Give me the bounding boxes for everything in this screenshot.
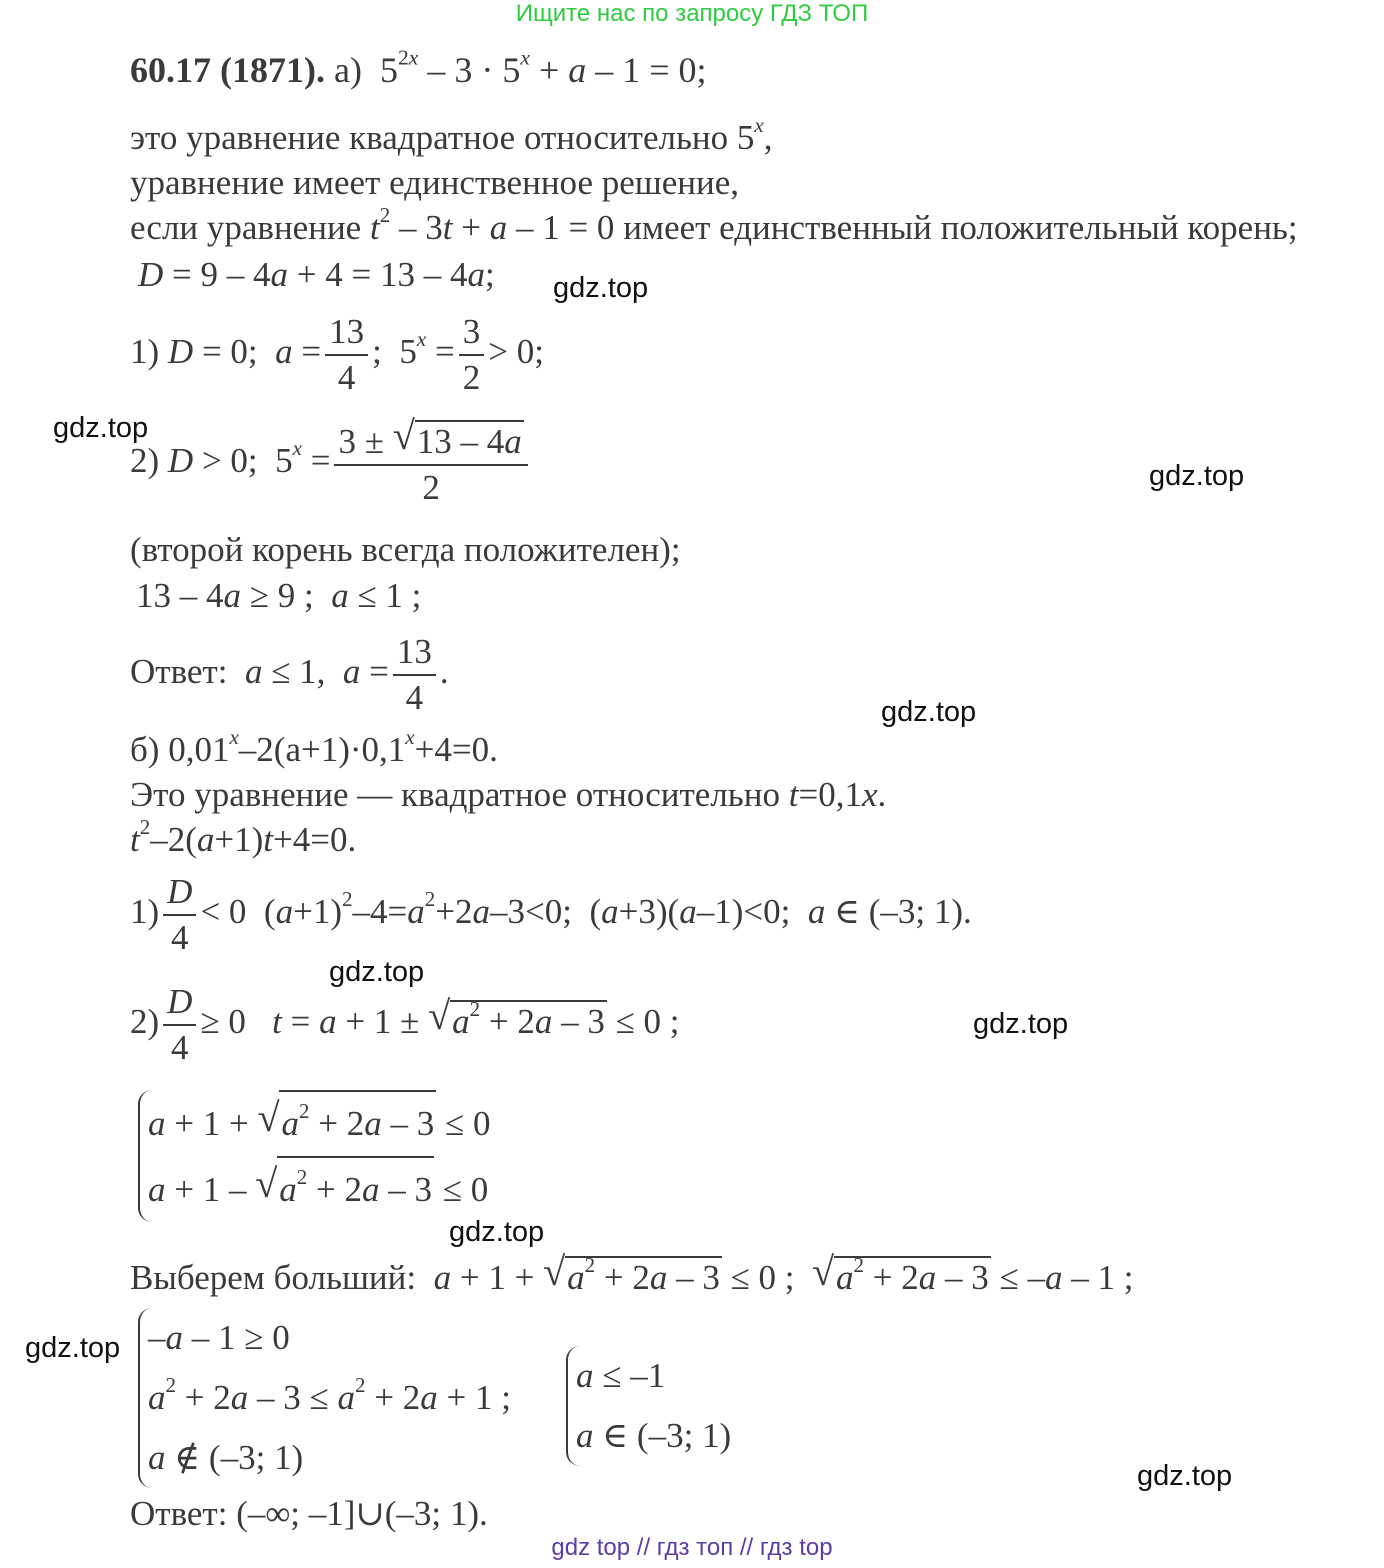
top-banner[interactable]: Ищите нас по запросу ГДЗ ТОП [515,0,869,27]
part-b-quadratic: $t^2-2(a+1)t+4=0$. [130,815,357,859]
answer-a: Ответ: a ≤ 1, a = $\frac{13}{4}$ . [130,632,449,717]
text-line-2: уравнение имеет единственное решение, [130,163,740,202]
watermark: gdz.top [25,1332,121,1364]
bottom-banner[interactable]: gdz top // гдз топ // гдз top [551,1534,833,1561]
system-1: a + 1 + √ $a^2 + 2a - 3 \le 0$ a + 1 – √ $a^2 + 2a - 3 \le 0$ [138,1090,490,1222]
text-line-1: это уравнение квадратное относительно 5$^x$, [130,113,773,157]
part-b-case-2: 2) $\frac{D}{4}$ ≥ 0 t = a + 1 ± √ $a^2 + 2a - 3 \le 0$ ; [130,982,680,1068]
part-a-label: а) [333,50,362,90]
case-2: 2) D > 0; $5^x$ = $\frac{3 \pm √ 13 - 4a}{2}$ [130,420,532,508]
watermark: gdz.top [329,956,425,988]
watermark: gdz.top [53,412,149,444]
watermark: gdz.top [449,1216,545,1248]
watermark: gdz.top [881,696,977,728]
watermark: gdz.top [973,1008,1069,1040]
system-2: –a – 1 ≥ 0 $a^2 + 2a - 3 \le a^2 + 2a + 1$ ; a ∉ (–3; 1) [138,1308,511,1488]
case-1: 1) D = 0; a = $\frac{13}{4}$ ; $5^x$ = $\frac{3}{2}$ > 0; [130,312,544,397]
part-b-text: Это уравнение — квадратное относительно t=0,1x. [130,775,887,814]
text-line-3: если уравнение $t^2 - 3t + a - 1 = 0$ имеет единственный положительный корень; [130,203,1298,247]
part-b-case-1: 1) $\frac{D}{4}$ < 0 $(a+1)^2-4=a^2+2a-3<0$; (a+3)(a–1)<0; a ∈ (–3; 1). [130,872,972,957]
second-root-note: (второй корень всегда положителен); [130,530,681,569]
watermark: gdz.top [1137,1460,1233,1492]
choose-bigger: Выберем больший: a + 1 + √ $a^2 + 2a - 3 \le 0$ ; √ $a^2 + 2a - 3 \le -a - 1$ ; [130,1256,1133,1298]
discriminant: D = 9 – 4a + 4 = 13 – 4a; [138,255,495,294]
watermark: gdz.top [553,272,649,304]
system-3: a ≤ –1 a ∈ (–3; 1) [566,1346,731,1466]
watermark: gdz.top [1149,460,1245,492]
problem-heading: 60.17 (1871). а) $5^{2x} - 3 \cdot 5^x + a - 1 = 0$; [130,45,707,90]
answer-b: Ответ: (–∞; –1]∪(–3; 1). [130,1494,488,1533]
part-b-equation: б) $0,01^x-2(a+1)\cdot 0,1^x+4=0$. [130,725,498,769]
problem-number: 60.17 (1871). [130,50,325,90]
inequality-a: 13 – 4a ≥ 9 ; a ≤ 1 ; [136,576,422,615]
